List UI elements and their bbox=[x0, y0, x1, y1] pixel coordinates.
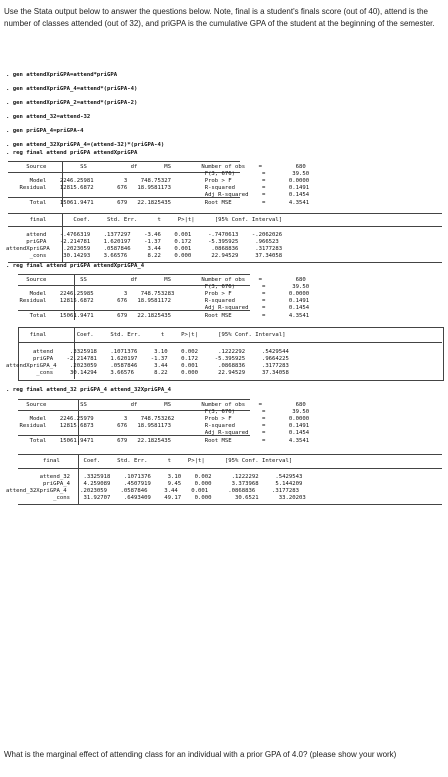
stata-output-line: F(3, 676) = 39.50 bbox=[6, 409, 310, 415]
stata-output-line: Adj R-squared = 0.1454 bbox=[6, 192, 310, 198]
stata-command-line: . gen attendXpriGPA_2=attend*(priGPA-2) bbox=[6, 100, 138, 106]
stata-output-line: Model 2246.25985 3 748.753283 Prob > F = 0.0000 bbox=[6, 291, 310, 297]
stata-output bbox=[6, 72, 444, 744]
stata-output-line: Adj R-squared = 0.1454 bbox=[6, 430, 310, 436]
stata-output-line: priGPA -2.214781 1.620197 -1.37 0.172 -5.395925 .966523 bbox=[6, 239, 279, 245]
stata-output-line: attend_32 .3325918 .1071376 3.10 0.002 .1222292 .5429543 bbox=[6, 474, 303, 480]
stata-output-line: attend_32XpriGPA_4 .2023059 .0587846 3.44 0.001 .0868836 .3177283 bbox=[6, 488, 299, 494]
stata-output-line: final Coef. Std. Err. t P>|t| [95% Conf. Interval] bbox=[6, 332, 286, 338]
stata-output-line: final Coef. Std. Err. t P>|t| [95% Conf. Interval] bbox=[6, 458, 293, 464]
stata-output-line: Source SS df MS Number of obs = 680 bbox=[6, 277, 306, 283]
stata-output-line: _cons 30.14294 3.66576 8.22 0.000 22.94529 37.34058 bbox=[6, 370, 289, 376]
stata-output-line: Source SS df MS Number of obs = 680 bbox=[6, 402, 306, 408]
stata-command-line: . gen priGPA_4=priGPA-4 bbox=[6, 128, 84, 134]
stata-output-line: priGPA_4 4.259089 .4507919 9.45 0.000 3.373968 5.144209 bbox=[6, 481, 303, 487]
stata-output-line: attend -.4766319 .1377297 -3.46 0.001 -.7470613 -.2062026 bbox=[6, 232, 283, 238]
stata-command-line: . reg final attend priGPA attendXpriGPA bbox=[6, 150, 138, 156]
stata-output-line: _cons 31.92707 .6493409 49.17 0.000 30.6521 33.20203 bbox=[6, 495, 306, 501]
stata-command-line: . reg final attend priGPA attendXpriGPA_4 bbox=[6, 263, 145, 269]
instructions-text: Use the Stata output below to answer the questions below. Note, final is a student's finals score (out of 40), attend is the number of classes attended (out of 32), and priGPA is the cumulative GPA of the student at the beginning of the semester. bbox=[4, 7, 435, 28]
stata-output-line: Source SS df MS Number of obs = 680 bbox=[6, 164, 306, 170]
stata-output-line: Total 15061.9471 679 22.1825435 Root MSE = 4.3541 bbox=[6, 313, 310, 319]
stata-output-line: attend .3325918 .1071376 3.10 0.002 .1222292 .5429544 bbox=[6, 349, 289, 355]
stata-output-line: Residual 12815.6872 676 18.9581172 R-squared = 0.1491 bbox=[6, 298, 310, 304]
stata-output-line: final Coef. Std. Err. t P>|t| [95% Conf. Interval] bbox=[6, 217, 283, 223]
stata-output-line: Model 2246.25981 3 748.75327 Prob > F = 0.0000 bbox=[6, 178, 310, 184]
stata-output-line: Total 15061.9471 679 22.1825435 Root MSE = 4.3541 bbox=[6, 438, 310, 444]
stata-output-line: F(3, 676) = 39.50 bbox=[6, 284, 310, 290]
stata-output-line: Residual 12815.6873 676 18.9581173 R-squared = 0.1491 bbox=[6, 423, 310, 429]
question-text: What is the marginal effect of attending class for an individual with a prior GPA of 4.0? (please show your work) bbox=[4, 750, 397, 759]
stata-output-line: Adj R-squared = 0.1454 bbox=[6, 305, 310, 311]
stata-command-line: . gen attendXpriGPA=attend*priGPA bbox=[6, 72, 118, 78]
stata-output-line: Total 15061.9471 679 22.1825435 Root MSE = 4.3541 bbox=[6, 200, 310, 206]
stata-output-line: _cons 30.14293 3.66576 8.22 0.000 22.94529 37.34058 bbox=[6, 253, 283, 259]
stata-output-line: priGPA -2.214781 1.620197 -1.37 0.172 -5.395925 .9664225 bbox=[6, 356, 289, 362]
stata-command-line: . gen attend_32=attend-32 bbox=[6, 114, 91, 120]
stata-output-line: Residual 12815.6872 676 18.9581173 R-squared = 0.1491 bbox=[6, 185, 310, 191]
stata-output-line: F(3, 676) = 39.50 bbox=[6, 171, 310, 177]
stata-command-line: . reg final attend_32 priGPA_4 attend_32XpriGPA_4 bbox=[6, 387, 172, 393]
stata-output-line: attendXpriGPA .2023059 .0587846 3.44 0.001 .0868836 .3177283 bbox=[6, 246, 283, 252]
stata-command-line: . gen attend_32XpriGPA_4=(attend-32)*(priGPA-4) bbox=[6, 142, 165, 148]
stata-output-line: attendXpriGPA_4 .2023059 .0587846 3.44 0.001 .0868836 .3177283 bbox=[6, 363, 289, 369]
stata-output-line: Model 2246.25979 3 748.753262 Prob > F = 0.0000 bbox=[6, 416, 310, 422]
stata-command-line: . gen attendXpriGPA_4=attend*(priGPA-4) bbox=[6, 86, 138, 92]
